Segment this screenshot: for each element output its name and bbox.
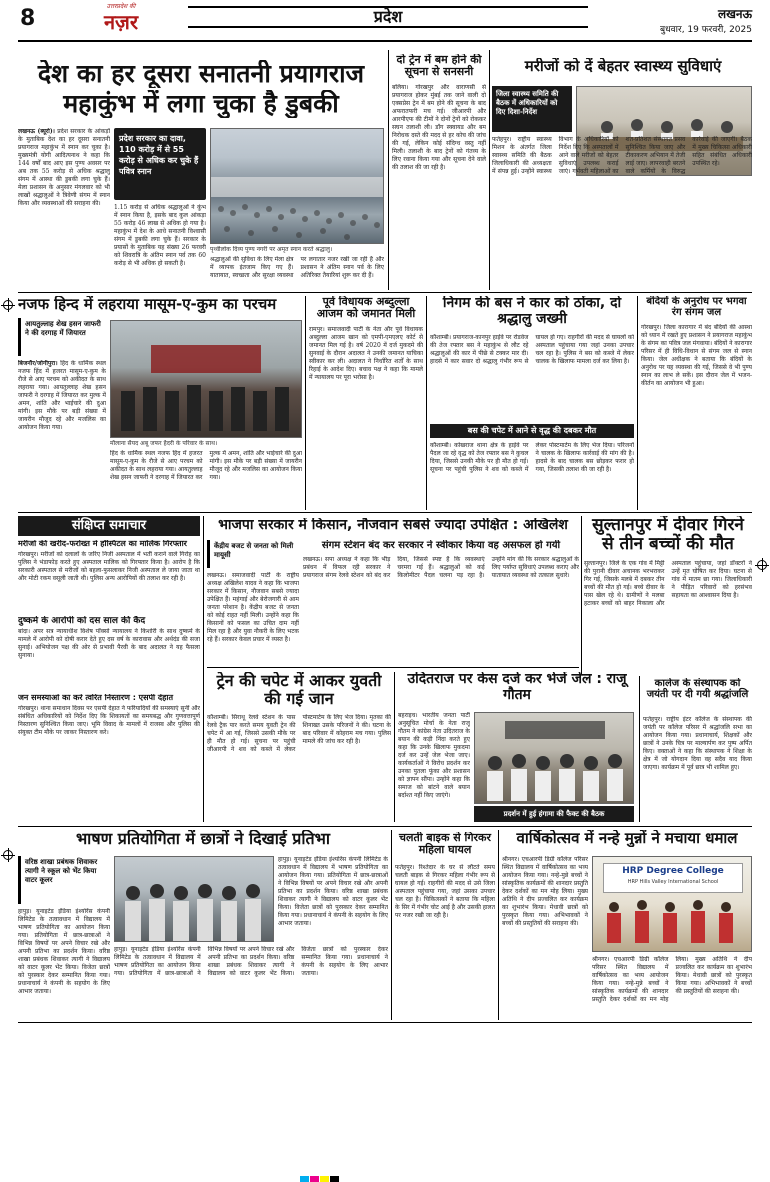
vrule-speech: [391, 830, 392, 1020]
najaf-body-text: हिंद के धार्मिक स्थल नजफ हिंद में हजरत मासूम-ए-कुम के रौजे से आए परचम को अकीदत के साथ लहराया गया। आयतुल्लाह शेख हसन जाफरी ने दरगाह में जियारत कर मुल्क में अमन, शांति और भाईचारे की दुआ मांगी। इस मौके पर बड़ी संख्या में जायरीन मौजूद रहे और मजलिस का आयोजन किया गया।: [18, 360, 106, 431]
speech-body-1-text: हापुड़। यूनाइटेड इंडिया इंश्योरेंस कंपनी लिमिटेड के तत्वावधान में विद्यालय में भाषण प्रतियोगिता का आयोजन किया गया। प्रतियोगिता में छात्र-छात्राओं ने विभिन्न विषयों पर अपने विचार रखे और अपनी प्रतिभा का प्रदर्शन किया। वरिष्ठ शाखा प्रबंधक शिवाकर त्यागी ने विद्यालय को वाटर कूलर भेंट किया। विजेता छात्रों को पुरस्कार देकर सम्मानित किया गया। प्रधानाचार्य ने कंपनी के सहयोग के लिए आभार जताया।: [18, 908, 110, 995]
najaf-dateline: बिजनौर/जोगीपुरा।: [18, 360, 58, 367]
page-number: 8: [20, 6, 36, 31]
lead-body-3: [210, 256, 384, 288]
speech-body-2-text: हापुड़। यूनाइटेड इंडिया इंश्योरेंस कंपनी लिमिटेड के तत्वावधान में विद्यालय में भाषण प्रतियोगिता का आयोजन किया गया। प्रतियोगिता में छात्र-छात्राओं ने विभिन्न विषयों पर अपने विचार रखे और अपनी प्रतिभा का प्रदर्शन किया। वरिष्ठ शाखा प्रबंधक शिवाकर त्यागी ने विद्यालय को वाटर कूलर भेंट किया। विजेता छात्रों को पुरस्कार देकर सम्मानित किया गया। प्रधानाचार्य ने कंपनी के सहयोग के लिए आभार जताया।: [114, 946, 388, 977]
bottom-rule: [18, 1022, 752, 1023]
bus-headline: निगम की बस ने कार को ठोंका, दो श्रद्धालु जख्मी: [442, 296, 622, 327]
group-illustration: [115, 857, 274, 942]
vrule-bike: [498, 830, 499, 1020]
masthead-bar: [0, 0, 770, 42]
elderly-headline-box: [430, 424, 634, 438]
azam-headline: पूर्व विधायक अब्दुल्ला आजम को जमानत मिली: [316, 296, 416, 321]
annual-body-cont-text: श्रीनगर। एचआरपी डिग्री कॉलेज परिसर स्थित विद्यालय में वार्षिकोत्सव का भव्य आयोजन किया गया। नन्हे-मुन्ने बच्चों ने सांस्कृतिक कार्यक्रमों की शानदार प्रस्तुति देकर दर्शकों का मन मोह लिया। मुख्य अतिथि ने दीप प्रज्वलित कर कार्यक्रम का शुभारंभ किया। मेधावी छात्रों को पुरस्कृत किया गया। अभिभावकों ने बच्चों की प्रस्तुतियों की सराहना की।: [592, 956, 752, 1003]
brief-3: [18, 694, 200, 817]
elderly-headline: बस की चपेट में आने से वृद्ध की दबकर मौत: [467, 426, 597, 435]
vrule-azam: [426, 296, 427, 510]
azam-body-text: रामपुर। समाजवादी पार्टी के नेता और पूर्व विधायक अब्दुल्ला आजम खान को एमपी-एमएलए कोर्ट से जमानत मिल गई है। वर्ष 2020 में दर्ज मुकदमे की सुनवाई के दौरान अदालत ने उनकी जमानत याचिका स्वीकार कर ली। अदालत ने निर्धारित शर्तों के साथ रिहाई के आदेश दिए। बचाव पक्ष ने कहा कि मामले में न्यायालय पर पूरा भरोसा है।: [309, 326, 423, 381]
vrule-sultanpur: [581, 516, 582, 674]
lead-body-3-text: श्रद्धालुओं की सुविधा के लिए मेला क्षेत्र में व्यापक इंतजाम किए गए हैं। यातायात, स्वच्छता और सुरक्षा व्यवस्था पर लगातार नजर रखी जा रही है और प्रशासन ने अंतिम स्नान पर्व के लिए अतिरिक्त तैयारियां शुरू कर दी हैं।: [210, 256, 384, 279]
speech-body-3-text: हापुड़। यूनाइटेड इंडिया इंश्योरेंस कंपनी लिमिटेड के तत्वावधान में विद्यालय में भाषण प्रतियोगिता का आयोजन किया गया। प्रतियोगिता में छात्र-छात्राओं ने विभिन्न विषयों पर अपने विचार रखे और अपनी प्रतिभा का प्रदर्शन किया। वरिष्ठ शाखा प्रबंधक शिवाकर त्यागी ने विद्यालय को वाटर कूलर भेंट किया। विजेता छात्रों को पुरस्कार देकर सम्मानित किया गया। प्रधानाचार्य ने कंपनी के सहयोग के लिए आभार जताया।: [278, 856, 388, 927]
lead-body-1: [18, 128, 110, 288]
elderly-body: [430, 442, 634, 508]
annual-banner-line1: HRP Degree College: [622, 866, 724, 876]
najaf-body-cont: [110, 450, 302, 508]
udit-subhead: प्रदर्शन में हुई हंगामा की फैक्ट की बैठक: [503, 810, 605, 818]
najaf-body-cont-text: हिंद के धार्मिक स्थल नजफ हिंद में हजरत मासूम-ए-कुम के रौजे से आए परचम को अकीदत के साथ लहराया गया। आयतुल्लाह शेख हसन जाफरी ने दरगाह में जियारत कर मुल्क में अमन, शांति और भाईचारे की दुआ मांगी। इस मौके पर बड़ी संख्या में जायरीन मौजूद रहे और मजलिस का आयोजन किया गया।: [110, 450, 302, 481]
health-headline: मरीजों को दें बेहतर स्वास्थ्य सुविधाएं: [524, 58, 722, 75]
registration-mark-right: [757, 560, 767, 570]
annual-headline: वार्षिकोत्सव में नन्हे मुन्नों ने मचाया धमाल: [516, 830, 738, 847]
bus-body-text: कौशाम्बी। प्रयागराज-कानपुर हाईवे पर रोडवेज की तेज रफ्तार बस ने महाकुंभ से लौट रहे श्रद्धालुओं की कार में पीछे से टक्कर मार दी। हादसे में कार सवार दो श्रद्धालु गंभीर रूप से घायल हो गए। राहगीरों की मदद से घायलों को अस्पताल पहुंचाया गया जहां उनका उपचार चल रहा है। पुलिस ने बस को कब्जे में लेकर चालक के खिलाफ मामला दर्ज कर लिया है।: [430, 334, 634, 365]
vrule-briefs: [203, 516, 204, 822]
lead-dateline: लखनऊ (ब्यूरो)।: [18, 128, 55, 135]
najaf-procession-photo: [110, 320, 302, 438]
sultanpur-body-text: सुल्तानपुर। जिले के एक गांव में मिट्टी की पुरानी दीवार अचानक भरभराकर गिर गई, जिसके मलबे में दबकर तीन बच्चों की मौत हो गई। बच्चे दीवार के पास खेल रहे थे। ग्रामीणों ने मलबा हटाकर बच्चों को बाहर निकाला और अस्पताल पहुंचाया, जहां डॉक्टरों ने उन्हें मृत घोषित कर दिया। घटना से गांव में मातम छा गया। जिलाधिकारी ने पीड़ित परिवारों को हरसंभव सहायता का आश्वासन दिया है।: [584, 560, 752, 607]
udit-headline: उदितराज पर केस दर्ज कर भेजें जेल : राजू गौतम: [407, 672, 627, 703]
college-body: [643, 716, 752, 822]
lead-headline-1: देश का हर दूसरा सनातनी प्रयागराज: [37, 60, 365, 88]
najaf-body: [18, 360, 106, 508]
lead-highlight-box: [114, 128, 206, 200]
train-body: [207, 714, 391, 822]
protest-illustration: [475, 713, 634, 804]
vrule-najaf: [305, 296, 306, 510]
annual-body-cont: [592, 956, 752, 1018]
udit-body-text: बहराइच। भारतीय जनता पार्टी अनुसूचित मोर्चा के नेता राजू गौतम ने कांग्रेस नेता उदितराज के बयान की कड़ी निंदा करते हुए कहा कि उनके खिलाफ मुकदमा दर्ज कर उन्हें जेल भेजा जाए। कार्यकर्ताओं ने विरोध प्रदर्शन कर उनका पुतला फूंका और प्रशासन को ज्ञापन सौंपा। उन्होंने कहा कि समाज को बांटने वाले बयान बर्दाश्त नहीं किए जाएंगे।: [398, 712, 470, 799]
vrule-bus: [637, 296, 638, 510]
kumbh-crowd-photo: [210, 128, 384, 244]
briefs-title-bar: [18, 516, 200, 536]
brief-3-headline: जन समस्याओं का करें त्वरित निस्तारण : एसपी देहात: [18, 694, 174, 702]
brief-1-headline: मरीजों की खरीद-फरोख्त में हॉस्पिटल का मालिक गिरफ्तार: [18, 540, 187, 548]
train-headline: ट्रेन की चपेट में आकर युवती की गई जान: [216, 672, 382, 708]
header-rule: [18, 40, 752, 42]
lead-body-1-text: प्रदेश सरकार के आंकड़ों के मुताबिक देश का हर दूसरा सनातनी प्रयागराज महाकुंभ में स्नान कर चुका है। मुख्यमंत्री योगी आदित्यनाथ ने कहा कि 144 वर्षों बाद आए इस पुण्य अवसर पर अब तक 55 करोड़ से अधिक श्रद्धालु संगम में आस्था की डुबकी लगा चुके हैं। मेला प्रशासन के अनुसार मंगलवार को भी लाखों श्रद्धालुओं ने त्रिवेणी संगम में स्नान किया और व्यवस्थाओं की सराहना की।: [18, 128, 110, 207]
brief-2-headline: दुष्कर्म के आरोपी को दस साल की कैद: [18, 616, 146, 626]
brief-2-body: बांदा। अपर सत्र न्यायाधीश विशेष पॉक्सो न्यायालय ने किशोरी के साथ दुष्कर्म के मामले में आरोपी को दोषी करार देते हुए दस वर्ष के कारावास और अर्थदंड की सजा सुनाई। अभियोजन पक्ष की ओर से प्रभावी पैरवी के बाद अदालत ने यह फैसला सुनाया।: [18, 628, 200, 660]
registration-mark-top: [3, 300, 13, 310]
health-body: [492, 136, 752, 288]
akhilesh-body: [207, 572, 299, 664]
sangam-headline: संगम स्टेशन बंद कर सरकार ने स्वीकार किया वह असफल हो गयी: [321, 540, 561, 551]
brief-3-body: गोरखपुर। थाना समाधान दिवस पर एसपी देहात ने फरियादियों की समस्याएं सुनीं और संबंधित अधिकारियों को निर्देश दिए कि शिकायतों का समयबद्ध और गुणवत्तापूर्ण निस्तारण सुनिश्चित किया जाए। भूमि विवाद के मामलों में राजस्व और पुलिस की संयुक्त टीम मौके पर जाकर निस्तारण करे।: [18, 704, 200, 736]
bandi-body: [641, 324, 752, 508]
procession-illustration: [111, 321, 302, 438]
registration-mark-bottom: [3, 850, 13, 860]
section-label: प्रदेश: [373, 7, 403, 26]
sangam-body: [303, 556, 579, 664]
section-label-bar: [188, 6, 588, 28]
brief-2: [18, 616, 200, 692]
sultanpur-headline: सुल्तानपुर में दीवार गिरने से तीन बच्चों की मौत: [592, 516, 744, 555]
lead-headline-2: महाकुंभ में लगा चुका है डुबकी: [63, 90, 339, 118]
vrule-bomb: [489, 50, 490, 290]
speech-body-3: [278, 856, 388, 942]
najaf-subhead-box: [18, 318, 106, 356]
azam-body: [309, 326, 423, 508]
bike-body: [395, 864, 495, 1018]
masthead-title: नज़र: [103, 10, 139, 34]
bike-body-text: फतेहपुर। रिश्तेदार के घर से लौटते समय चलती बाइक से गिरकर महिला गंभीर रूप से घायल हो गई। राहगीरों की मदद से उसे जिला अस्पताल पहुंचाया गया, जहां उसका उपचार चल रहा है। चिकित्सकों ने बताया कि महिला के सिर में गंभीर चोट आई है और उसकी हालत पर नजर रखी जा रही है।: [395, 864, 495, 919]
bus-body: [430, 334, 634, 420]
elderly-body-text: कौशाम्बी। कोखराज थाना क्षेत्र के हाईवे पर पैदल जा रहे वृद्ध को तेज रफ्तार बस ने कुचल दिया, जिससे उनकी मौके पर ही मौत हो गई। सूचना पर पहुंची पुलिस ने शव को कब्जे में लेकर पोस्टमार्टम के लिए भेज दिया। परिजनों ने चालक के खिलाफ कार्रवाई की मांग की है। हादसे के बाद चालक बस छोड़कर फरार हो गया, जिसकी तलाश की जा रही है।: [430, 442, 634, 473]
edition-city: लखनऊ: [717, 7, 752, 21]
speech-headline: भाषण प्रतियोगिता में छात्रों ने दिखाई प्रतिभा: [75, 830, 331, 848]
lead-highlight: प्रदेश सरकार का दावा, 110 करोड़ में से 55 करोड़ से अधिक कर चुके हैं पवित्र स्नान: [119, 134, 199, 176]
annual-banner-line2: HRP Hills Valley International School: [627, 879, 719, 885]
train-body-text: कौशाम्बी। सिराथू रेलवे स्टेशन के पास रेलवे ट्रैक पार करते समय युवती ट्रेन की चपेट में आ गई, जिससे उसकी मौके पर ही मौत हो गई। सूचना पर पहुंची जीआरपी ने शव को कब्जे में लेकर पोस्टमार्टम के लिए भेज दिया। मृतका की शिनाख्त उसके परिजनों ने की। घटना के बाद परिवार में कोहराम मच गया। पुलिस मामले की जांच कर रही है।: [207, 714, 391, 753]
college-body-text: फतेहपुर। राष्ट्रीय इंटर कॉलेज के संस्थापक की जयंती पर कॉलेज परिसर में श्रद्धांजलि सभा का आयोजन किया गया। प्रधानाचार्य, शिक्षकों और छात्रों ने उनके चित्र पर माल्यार्पण कर पुष्प अर्पित किए। वक्ताओं ने कहा कि संस्थापक ने शिक्षा के क्षेत्र में जो योगदान दिया वह सदैव याद किया जाएगा। कार्यक्रम में पूर्व छात्र भी शामिल हुए।: [643, 716, 752, 771]
speech-subhead: वरिष्ठ शाखा प्रबंधक शिवाकर त्यागी ने स्कूल को भेंट किया वाटर कूलर: [25, 858, 98, 884]
kumbh-photo-caption: पृथ्वीलोक दिव्य पुण्य नगरी पर अमृत स्नान करते श्रद्धालु।: [210, 246, 333, 253]
sangam-body-text: लखनऊ। सपा अध्यक्ष ने कहा कि भीड़ प्रबंधन में विफल रही सरकार ने प्रयागराज संगम रेलवे स्टेशन को बंद कर दिया, जिससे स्पष्ट है कि व्यवस्थाएं चरमरा गई हैं। श्रद्धालुओं को कई किलोमीटर पैदल चलना पड़ रहा है। उन्होंने मांग की कि सरकार श्रद्धालुओं के लिए पर्याप्त सुविधाएं उपलब्ध कराए और यातायात व्यवस्था को तत्काल सुधारे।: [303, 556, 579, 579]
bomb-body: [392, 84, 486, 288]
dancers-illustration: [593, 857, 752, 952]
sultanpur-body: [584, 560, 752, 672]
bomb-headline: दो ट्रेन में बम होने की सूचना से सनसनी: [396, 54, 482, 79]
akhilesh-subhead: केंद्रीय बजट से जनता को मिली मायूसी: [214, 542, 294, 559]
hrule-2: [18, 512, 752, 513]
color-registration-bar: [300, 1170, 340, 1180]
health-subhead: जिला स्वास्थ्य समिति की बैठक में अधिकारियों को दिए दिशा-निर्देश: [496, 90, 559, 116]
brief-1: [18, 540, 200, 615]
lead-body-2: [114, 204, 206, 288]
akhilesh-subhead-box: [207, 540, 299, 568]
lead-body-2-text: 1.15 करोड़ से अधिक श्रद्धालुओं ने कुंभ में स्नान किया है, इसके बाद कुल आंकड़ा 55 करोड़ 46 लाख से अधिक हो गया है। महाकुंभ में देश के आधे सनातनी विश्वासी संगम में डुबकी लगा चुके हैं। सरकार के प्रयासों के मुताबिक यह संख्या 26 फरवरी को शिवरात्रि के अंतिम स्नान पर्व तक 60 करोड़ से भी अधिक हो सकती है।: [114, 204, 206, 267]
udit-body: [398, 712, 470, 822]
health-subhead-box: [492, 86, 572, 132]
speech-subhead-box: [18, 856, 110, 904]
masthead-tagline: उत्तरप्रदेश की: [106, 3, 136, 10]
bomb-body-text: बलिया। गोरखपुर और वाराणसी से प्रयागराज होकर मुंबई तक जाने वाली दो एक्सप्रेस ट्रेन में बम होने की सूचना के बाद अफरातफरी मच गई। जीआरपी और आरपीएफ की टीमों ने दोनों ट्रेनों को रोककर सघन तलाशी ली। डॉग स्क्वायड और बम निरोधक दस्ते की मदद से हर कोच की जांच की गई, लेकिन कोई संदिग्ध वस्तु नहीं मिली। तलाशी के बाद ट्रेनों को गंतव्य के लिए रवाना किया गया और सूचना देने वाले की तलाश की जा रही है।: [392, 84, 486, 171]
annual-function-photo: [592, 856, 752, 952]
speech-group-photo: [114, 856, 274, 942]
health-body-text: फतेहपुर। राष्ट्रीय स्वास्थ्य मिशन के अंतर्गत जिला स्वास्थ्य समिति की बैठक जिलाधिकारी की अध्यक्षता में संपन्न हुई। उन्होंने स्वास्थ्य विभाग के अधिकारियों को निर्देश दिए कि अस्पतालों में आने वाले मरीजों को बेहतर सुविधाएं उपलब्ध कराई जाएं। गर्भवती महिलाओं का शत-प्रतिशत संस्थागत प्रसव सुनिश्चित किया जाए और टीकाकरण अभियान में तेजी लाई जाए। लापरवाही बरतने वाले कर्मियों के विरुद्ध कार्रवाई की जाएगी। बैठक में मुख्य चिकित्सा अधिकारी सहित संबंधित अधिकारी उपस्थित रहे।: [492, 136, 752, 175]
najaf-headline: नजफ हिन्द में लहराया मासूम-ए-कुम का परचम: [18, 296, 277, 313]
udit-subhead-box: [474, 806, 634, 822]
masthead-logo: [56, 2, 186, 36]
annual-body-text: श्रीनगर। एचआरपी डिग्री कॉलेज परिसर स्थित विद्यालय में वार्षिकोत्सव का भव्य आयोजन किया गया। नन्हे-मुन्ने बच्चों ने सांस्कृतिक कार्यक्रमों की शानदार प्रस्तुति देकर दर्शकों का मन मोह लिया। मुख्य अतिथि ने दीप प्रज्वलित कर कार्यक्रम का शुभारंभ किया। मेधावी छात्रों को पुरस्कृत किया गया। अभिभावकों ने बच्चों की प्रस्तुतियों की सराहना की।: [502, 856, 588, 927]
speech-body-1: [18, 908, 110, 1018]
brief-1-body: गोरखपुर। मरीजों को दलालों के जरिए निजी अस्पताल में भर्ती कराने वाले गिरोह का पुलिस ने भंडाफोड़ करते हुए अस्पताल मालिक को गिरफ्तार किया है। आरोप है कि सरकारी अस्पताल से मरीजों को बहला-फुसलाकर निजी अस्पताल ले जाया जाता था और मोटी रकम वसूली जाती थी। पुलिस अन्य आरोपियों की तलाश कर रही है।: [18, 550, 200, 582]
vrule-udit: [639, 676, 640, 822]
najaf-subhead: आयतुल्लाह शेख हसन जाफरी ने की दरगाह में जियारत: [25, 320, 101, 337]
hrule-akhilesh: [207, 667, 579, 668]
akhilesh-body-text: लखनऊ। समाजवादी पार्टी के राष्ट्रीय अध्यक्ष अखिलेश यादव ने कहा कि भाजपा सरकार में किसान, नौजवान सबसे ज्यादा उपेक्षित हैं। महंगाई और बेरोजगारी से आम जनता परेशान है। केंद्रीय बजट से जनता को कोई राहत नहीं मिली। उन्होंने कहा कि किसानों को फसल का उचित दाम नहीं मिल रहा है और युवा नौकरी के लिए भटक रहे हैं। सरकार केवल प्रचार में व्यस्त है।: [207, 572, 299, 643]
edition-date: बुधवार, 19 फरवरी, 2025: [660, 25, 752, 35]
vrule-lead: [388, 50, 389, 290]
crowd-illustration: [211, 129, 384, 244]
najaf-photo-caption: मौलाना सैयद अबू जफर हैदरी के परिवार के साथ।: [110, 440, 218, 447]
bike-headline: चलती बाइक से गिरकर महिला घायल: [399, 832, 491, 857]
college-headline: कालेज के संस्थापक को जयंती पर दी गयी श्रद्धांजलि: [646, 678, 749, 701]
udit-protest-photo: [474, 712, 634, 804]
akhilesh-headline: भाजपा सरकार में किसान, नौजवान सबसे ज्यादा उपेक्षित : अखिलेश: [218, 518, 568, 533]
speech-body-2: [114, 946, 388, 1018]
bandi-headline: बंदियों के अनुरोध पर भगवा रंग संगम जल: [646, 296, 747, 319]
annual-body: [502, 856, 588, 1018]
hrule-1: [18, 292, 752, 293]
briefs-title: संक्षिप्त समाचार: [71, 518, 147, 533]
hrule-3: [18, 826, 752, 827]
vrule-train: [394, 672, 395, 822]
bandi-body-text: गोरखपुर। जिला कारागार में बंद बंदियों की आस्था को ध्यान में रखते हुए प्रशासन ने प्रयागराज महाकुंभ के संगम का पवित्र जल मंगवाया। बंदियों ने कारागार परिसर में ही विधि-विधान से संगम जल से स्नान किया। जेल अधीक्षक ने बताया कि बंदियों के अनुरोध पर यह व्यवस्था की गई, जिससे वे भी पुण्य स्नान का लाभ ले सकें। इस दौरान जेल में भजन-कीर्तन का आयोजन भी हुआ।: [641, 324, 752, 387]
